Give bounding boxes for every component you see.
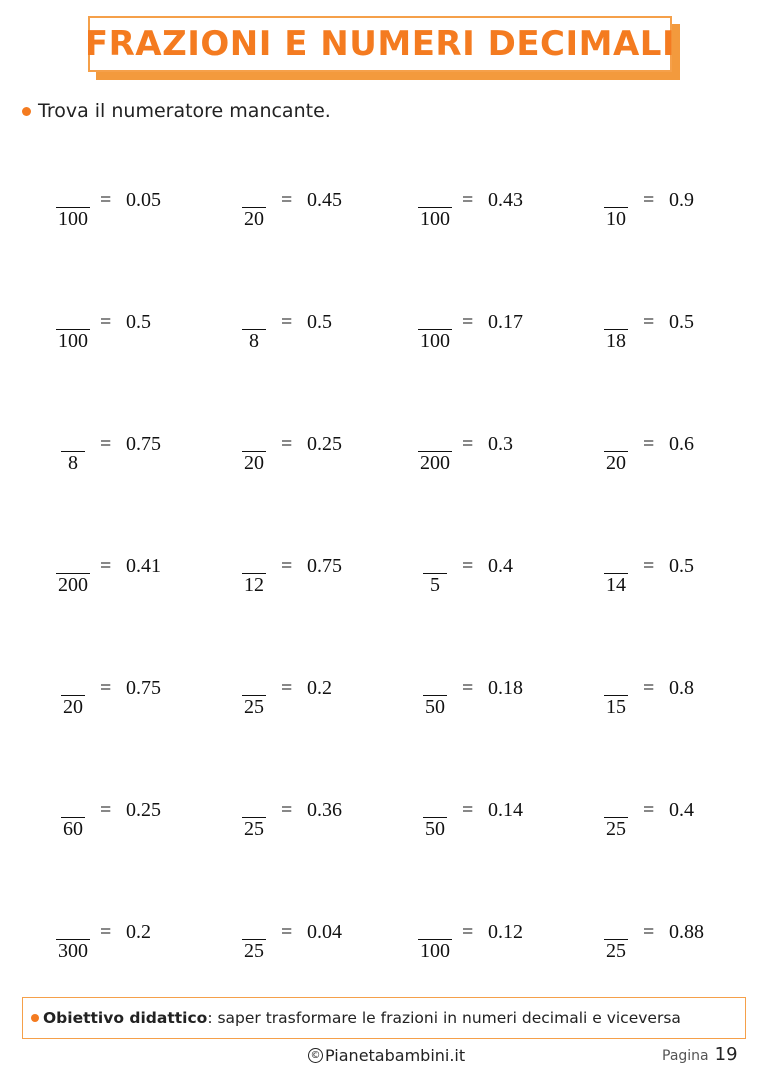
- decimal-value: 0.5: [669, 311, 694, 333]
- denominator: 20: [244, 208, 264, 230]
- instruction-text: Trova il numeratore mancante.: [38, 100, 331, 122]
- equals-sign: =: [281, 433, 293, 455]
- denominator: 8: [249, 330, 259, 352]
- equals-sign: =: [462, 799, 474, 821]
- objective-box: [22, 997, 746, 1039]
- denominator: 100: [58, 208, 88, 230]
- page-indicator: [662, 1044, 738, 1065]
- denominator: 15: [606, 696, 626, 718]
- equals-sign: =: [100, 189, 112, 211]
- decimal-value: 0.75: [126, 433, 161, 455]
- equals-sign: =: [100, 555, 112, 577]
- denominator: 20: [63, 696, 83, 718]
- page-label: Pagina: [662, 1048, 709, 1064]
- objective-label: Obiettivo didattico: [43, 1009, 208, 1027]
- equals-sign: =: [462, 677, 474, 699]
- denominator: 25: [244, 940, 264, 962]
- denominator: 100: [420, 330, 450, 352]
- denominator: 25: [606, 940, 626, 962]
- decimal-value: 0.36: [307, 799, 342, 821]
- denominator: 12: [244, 574, 264, 596]
- decimal-value: 0.43: [488, 189, 523, 211]
- decimal-value: 0.5: [307, 311, 332, 333]
- decimal-value: 0.25: [307, 433, 342, 455]
- decimal-value: 0.88: [669, 921, 704, 943]
- page-title: FRAZIONI E NUMERI DECIMALI: [88, 16, 672, 72]
- equals-sign: =: [643, 311, 655, 333]
- denominator: 300: [58, 940, 88, 962]
- denominator: 100: [420, 208, 450, 230]
- copyright-icon: ©: [308, 1048, 323, 1063]
- equals-sign: =: [462, 433, 474, 455]
- decimal-value: 0.5: [669, 555, 694, 577]
- denominator: 100: [420, 940, 450, 962]
- decimal-value: 0.25: [126, 799, 161, 821]
- equals-sign: =: [281, 677, 293, 699]
- decimal-value: 0.45: [307, 189, 342, 211]
- equals-sign: =: [100, 677, 112, 699]
- denominator: 100: [58, 330, 88, 352]
- decimal-value: 0.18: [488, 677, 523, 699]
- denominator: 25: [606, 818, 626, 840]
- denominator: 200: [420, 452, 450, 474]
- denominator: 5: [430, 574, 440, 596]
- decimal-value: 0.75: [126, 677, 161, 699]
- decimal-value: 0.05: [126, 189, 161, 211]
- equals-sign: =: [281, 189, 293, 211]
- denominator: 200: [58, 574, 88, 596]
- equals-sign: =: [462, 311, 474, 333]
- denominator: 8: [68, 452, 78, 474]
- denominator: 14: [606, 574, 626, 596]
- equals-sign: =: [100, 921, 112, 943]
- objective-text: : saper trasformare le frazioni in numeri decimali e viceversa: [207, 1009, 681, 1027]
- denominator: 20: [606, 452, 626, 474]
- decimal-value: 0.41: [126, 555, 161, 577]
- denominator: 20: [244, 452, 264, 474]
- decimal-value: 0.4: [488, 555, 513, 577]
- decimal-value: 0.8: [669, 677, 694, 699]
- denominator: 10: [606, 208, 626, 230]
- equals-sign: =: [100, 311, 112, 333]
- decimal-value: 0.2: [307, 677, 332, 699]
- decimal-value: 0.9: [669, 189, 694, 211]
- decimal-value: 0.12: [488, 921, 523, 943]
- equals-sign: =: [100, 433, 112, 455]
- site-name: Pianetabambini.it: [325, 1046, 466, 1065]
- equals-sign: =: [643, 555, 655, 577]
- denominator: 50: [425, 696, 445, 718]
- equals-sign: =: [281, 311, 293, 333]
- equals-sign: =: [462, 189, 474, 211]
- bullet-icon: [31, 1014, 39, 1022]
- equals-sign: =: [281, 555, 293, 577]
- decimal-value: 0.75: [307, 555, 342, 577]
- decimal-value: 0.4: [669, 799, 694, 821]
- footer-site: [308, 1046, 465, 1065]
- decimal-value: 0.04: [307, 921, 342, 943]
- denominator: 25: [244, 818, 264, 840]
- denominator: 60: [63, 818, 83, 840]
- decimal-value: 0.5: [126, 311, 151, 333]
- decimal-value: 0.6: [669, 433, 694, 455]
- denominator: 18: [606, 330, 626, 352]
- decimal-value: 0.14: [488, 799, 523, 821]
- page-number: 19: [714, 1044, 738, 1065]
- equals-sign: =: [281, 921, 293, 943]
- equals-sign: =: [643, 189, 655, 211]
- equals-sign: =: [643, 433, 655, 455]
- denominator: 50: [425, 818, 445, 840]
- equals-sign: =: [643, 677, 655, 699]
- denominator: 25: [244, 696, 264, 718]
- equals-sign: =: [462, 921, 474, 943]
- equals-sign: =: [100, 799, 112, 821]
- equals-sign: =: [462, 555, 474, 577]
- decimal-value: 0.2: [126, 921, 151, 943]
- equals-sign: =: [643, 799, 655, 821]
- equals-sign: =: [281, 799, 293, 821]
- decimal-value: 0.17: [488, 311, 523, 333]
- decimal-value: 0.3: [488, 433, 513, 455]
- equals-sign: =: [643, 921, 655, 943]
